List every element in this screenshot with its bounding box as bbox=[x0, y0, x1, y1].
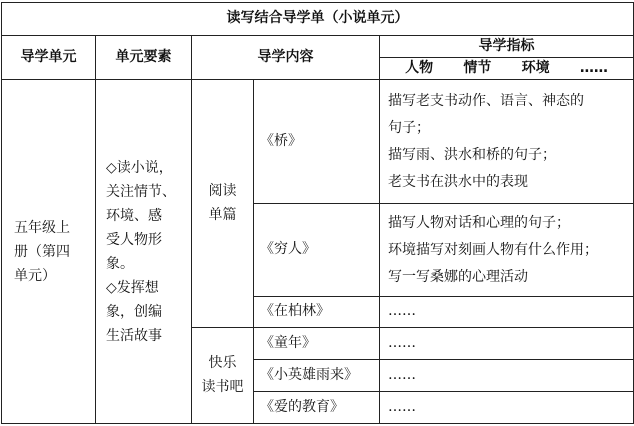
text-title: 《穷人》 bbox=[254, 204, 380, 296]
text-indicators: …… bbox=[380, 359, 634, 391]
group-reading-line: 单篇 bbox=[208, 207, 237, 224]
text-title: 《在柏林》 bbox=[254, 296, 380, 327]
group-reading-line: 阅读 bbox=[208, 183, 237, 200]
indicator-line: 描写人物对话和心理的句子； bbox=[388, 214, 570, 231]
indicator-line: 写一写桑娜的心理活动 bbox=[388, 268, 528, 285]
indicator-line: 句子； bbox=[388, 119, 430, 136]
indicator-item-plot: 情节 bbox=[463, 59, 492, 76]
unit-elements-line: 象。 bbox=[106, 255, 134, 272]
unit-name-line: 五年级上 bbox=[14, 219, 70, 236]
text-title: 《桥》 bbox=[254, 80, 380, 204]
unit-name-line: 册（第四 bbox=[14, 243, 70, 260]
group-reading-cell bbox=[192, 80, 254, 328]
indicator-item-environment: 环境 bbox=[521, 59, 550, 76]
header-unit: 导学单元 bbox=[2, 36, 96, 80]
header-elements: 单元要素 bbox=[96, 36, 192, 80]
text-indicators: …… bbox=[380, 327, 634, 359]
group-bar-line: 读书吧 bbox=[201, 379, 244, 396]
group-bar-line: 快乐 bbox=[208, 355, 237, 372]
unit-elements-line: ◇发挥想 bbox=[106, 279, 159, 296]
text-title: 《童年》 bbox=[254, 327, 380, 359]
header-indicators: 导学指标 bbox=[380, 36, 634, 58]
indicator-line: 环境描写对刻画人物有什么作用； bbox=[388, 241, 598, 258]
unit-name-line: 单元） bbox=[14, 267, 56, 284]
header-content: 导学内容 bbox=[192, 36, 380, 80]
group-bar-cell bbox=[192, 327, 254, 423]
unit-elements-line: ◇读小说， bbox=[106, 159, 173, 176]
text-indicators bbox=[380, 80, 634, 204]
unit-name-cell bbox=[2, 80, 96, 424]
text-indicators bbox=[380, 204, 634, 296]
indicator-line: 老支书在洪水中的表现 bbox=[388, 173, 528, 190]
unit-elements-line: 受人物形 bbox=[106, 231, 162, 248]
table-row bbox=[2, 80, 634, 204]
indicator-item-character: 人物 bbox=[405, 59, 434, 76]
indicator-line: 描写老支书动作、语言、神态的 bbox=[388, 92, 584, 109]
text-title: 《小英雄雨来》 bbox=[254, 359, 380, 391]
unit-elements-line: 关注情节、 bbox=[106, 183, 176, 200]
indicator-item-more: …… bbox=[579, 59, 608, 76]
unit-elements-line: 环境、感 bbox=[106, 207, 162, 224]
guide-table bbox=[1, 2, 634, 424]
text-indicators: …… bbox=[380, 296, 634, 327]
unit-elements-line: 生活故事 bbox=[106, 327, 162, 344]
table-title: 读写结合导学单（小说单元） bbox=[2, 3, 634, 36]
header-row bbox=[2, 36, 634, 58]
text-indicators: …… bbox=[380, 391, 634, 423]
title-row bbox=[2, 3, 634, 36]
unit-elements-cell bbox=[96, 80, 192, 424]
indicator-line: 描写雨、洪水和桥的句子； bbox=[388, 146, 556, 163]
indicator-subheader bbox=[380, 58, 634, 80]
unit-elements-line: 象，创编 bbox=[106, 303, 162, 320]
text-title: 《爱的教育》 bbox=[254, 391, 380, 423]
